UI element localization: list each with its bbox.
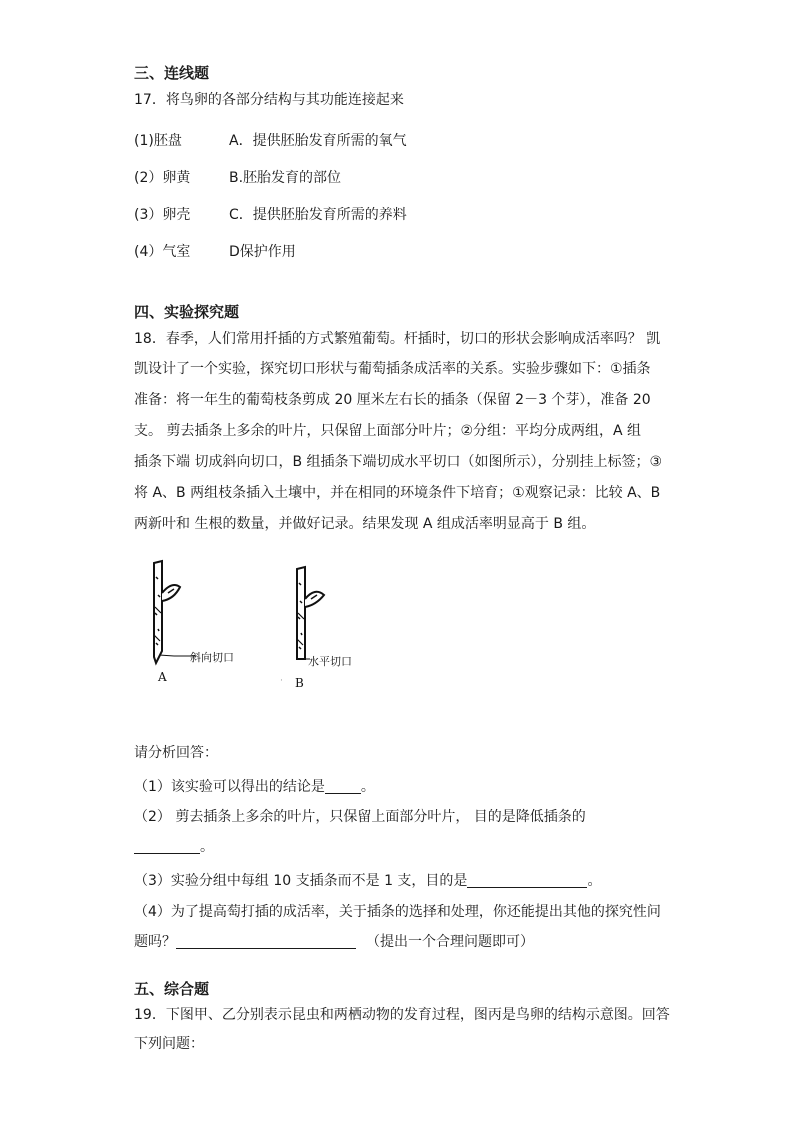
sub3-end: 。 [587,873,602,889]
match-left-1: (1)胚盘 [134,133,182,149]
q18-line-3: 准备：将一年生的葡萄枝条剪成 20 厘米左右长的插条（保留 2－3 个芽），准备 20 [134,392,651,408]
sub4-end: （提出一个合理问题即可） [366,934,534,950]
sub-question-2: （2） 剪去插条上多余的叶片，只保留上面部分叶片， 目的是降低插条的 [134,809,586,825]
match-right-b: B.胚胎发育的部位 [229,170,342,186]
sub1-text: （1）该实验可以得出的结论是 [134,779,325,795]
sub-question-4: （4）为了提高萄打插的成活率，关于插条的选择和处理，你还能提出其他的探究性问 [134,904,661,920]
cutting-a [154,561,196,663]
section-5-title: 五、综合题 [134,980,210,998]
question-17: 17．将鸟卵的各部分结构与其功能连接起来 [134,92,404,108]
sub2-end: 。 [200,839,214,855]
sub-question-3 [134,870,601,890]
caption-oblique-cut: 斜向切口 [190,651,234,664]
q18-line-1: 18．春季，人们常用扦插的方式繁殖葡萄。杆插时，切口的形状会影响成活率吗？ 凯 [134,331,661,347]
match-left-3: (3）卵壳 [134,207,191,223]
match-right-c: C．提供胚胎发育所需的养料 [229,207,407,223]
match-left-4: (4）气室 [134,244,191,260]
q19-line-2: 下列问题： [134,1036,204,1052]
label-b: B [295,676,304,690]
sub-question-1 [134,776,375,796]
cuttings-figure [140,555,400,700]
label-a: A [158,670,167,684]
sub-question-2-cont [134,836,214,856]
q18-line-6: 将 A、B 两组枝条插入土壤中，并在相同的环境条件下培育；①观察记录：比较 A、B [134,485,661,501]
section-3-title: 三、连线题 [134,64,210,82]
q19-line-1: 19．下图甲、乙分别表示昆虫和两栖动物的发育过程，图丙是鸟卵的结构示意图。回答 [134,1007,670,1023]
answer-blank-3[interactable] [467,873,587,888]
stray-dot: · [280,676,283,686]
match-right-d: D保护作用 [229,244,296,260]
answer-blank-4[interactable] [176,934,356,949]
q18-line-7: 两新叶和 生根的数量，并做好记录。结果发现 A 组成活率明显高于 B 组。 [134,516,596,532]
sub-question-4-cont [134,931,534,951]
sub3-text: （3）实验分组中每组 10 支插条而不是 1 支，目的是 [134,873,468,889]
analysis-prompt: 请分析回答： [134,745,218,761]
section-4-title: 四、实验探究题 [134,303,240,321]
sub1-end: 。 [360,779,375,795]
q18-line-4: 支。 剪去插条上多余的叶片，只保留上面部分叶片；②分组：平均分成两组，A 组 [134,423,642,439]
match-left-2: (2）卵黄 [134,170,191,186]
sub4-text: 题吗？ [134,934,176,950]
answer-blank-1[interactable] [325,779,361,794]
match-right-a: A．提供胚胎发育所需的氧气 [229,133,407,149]
answer-blank-2[interactable] [134,839,200,854]
cutting-b [297,567,324,659]
caption-horizontal-cut: 水平切口 [308,655,352,668]
q18-line-5: 插条下端 切成斜向切口，B 组插条下端切成水平切口（如图所示），分别挂上标签；③ [134,454,663,470]
q18-line-2: 凯设计了一个实验，探究切口形状与葡萄插条成活率的关系。实验步骤如下：①插条 [134,361,651,377]
